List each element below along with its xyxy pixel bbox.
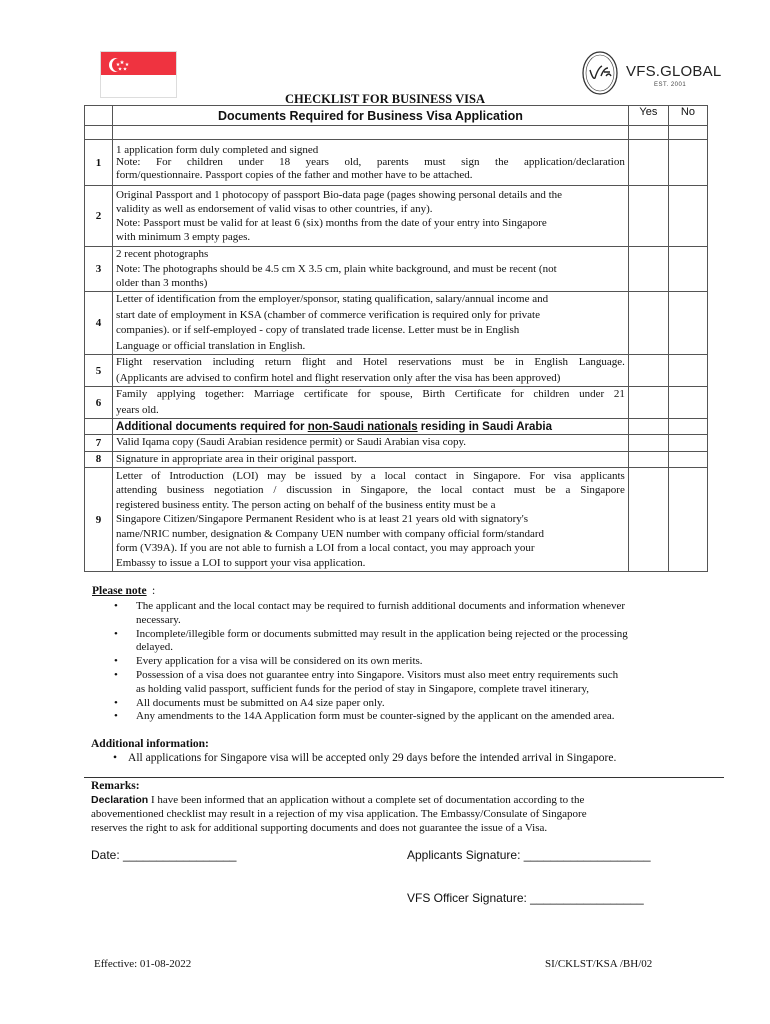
no-checkbox-cell[interactable]	[668, 468, 707, 572]
applicant-signature-field[interactable]: Applicants Signature: ___________________	[407, 848, 651, 862]
additional-info-heading: Additional information:	[91, 738, 209, 750]
declaration-label: Declaration	[91, 794, 149, 806]
yes-checkbox-cell[interactable]	[628, 387, 668, 419]
yes-checkbox-cell[interactable]	[628, 468, 668, 572]
row-number: 4	[85, 292, 113, 355]
additional-info-item: • All applications for Singapore visa will be accepted only 29 days before the intended arrival in Singapore.	[113, 752, 617, 764]
row-line: attending business negotiation / discussion in Singapore, the local contact must be a Singapore	[116, 484, 625, 497]
row-line: Letter of Introduction (LOI) may be issued by a local contact in Singapore. For visa applicants	[116, 469, 625, 482]
row-number: 5	[85, 355, 113, 387]
list-item: • The applicant and the local contact may be required to furnish additional documents and information whenever necessary.	[114, 600, 626, 626]
divider	[84, 777, 724, 778]
officer-signature-field[interactable]: VFS Officer Signature: _________________	[407, 891, 644, 905]
checklist-table	[84, 105, 708, 572]
bullet-icon: •	[113, 752, 118, 764]
table-row	[85, 387, 708, 419]
row-number: 3	[85, 247, 113, 292]
row-number: 1	[85, 140, 113, 186]
subheader-underlined: non-Saudi nationals	[307, 420, 418, 433]
no-checkbox-cell[interactable]	[668, 435, 707, 452]
row-line: validity as well as endorsement of valid visas to other countries, if any).	[116, 203, 433, 215]
row-description	[113, 140, 629, 186]
table-row	[85, 355, 708, 387]
row-description	[113, 247, 629, 292]
subheader-suffix: residing in Saudi Arabia	[417, 420, 553, 433]
row-description	[113, 355, 629, 387]
vfs-emblem-icon	[580, 50, 620, 96]
yes-checkbox-cell[interactable]	[628, 247, 668, 292]
row-line: Letter of identification from the employer/sponsor, stating qualification, salary/annual income and	[116, 293, 549, 305]
row-line: companies). or if self-employed - copy of translated trade license. Letter must be in English	[116, 324, 520, 336]
row-number: 2	[85, 186, 113, 247]
no-checkbox-cell[interactable]	[668, 186, 707, 247]
yes-checkbox-cell[interactable]	[628, 435, 668, 452]
row-line: with minimum 3 empty pages.	[116, 231, 251, 243]
brand-name: VFS.GLOBAL	[626, 63, 722, 80]
subheader-prefix: Additional documents required for	[116, 420, 308, 433]
no-checkbox-cell[interactable]	[668, 292, 707, 355]
notes-list	[92, 600, 712, 724]
singapore-flag-icon	[100, 51, 177, 98]
row-line: registered business entity. The person acting on behalf of the business entity must be a	[116, 498, 496, 511]
no-column-header: No	[668, 106, 707, 126]
yes-checkbox-cell[interactable]	[628, 419, 668, 435]
yes-checkbox-cell[interactable]	[628, 140, 668, 186]
bullet-icon: •	[114, 600, 118, 612]
row-line: Signature in appropriate area in their original passport.	[116, 452, 357, 465]
brand-est: EST. 2001	[654, 82, 687, 88]
list-item: • All documents must be submitted on A4 size paper only.	[114, 696, 385, 709]
yes-checkbox-cell[interactable]	[628, 292, 668, 355]
list-item: • Possession of a visa does not guarantee entry into Singapore. Visitors must also meet entry requirements such as holding valid passport, sufficient funds for the period of stay in Singapore, complete travel itinerary,	[114, 668, 619, 695]
bullet-icon: •	[114, 696, 118, 709]
table-row	[85, 468, 708, 572]
row-line: Singapore Citizen/Singapore Permanent Resident who is at least 21 years old with signatory's	[116, 513, 528, 526]
row-line: 1 application form duly completed and signed	[116, 143, 319, 156]
row-description	[113, 451, 629, 468]
table-header-row	[85, 106, 708, 126]
row-line: years old.	[116, 403, 159, 416]
no-checkbox-cell[interactable]	[668, 451, 707, 468]
declaration-text: Declaration I have been informed that an application without a complete set of documentation according to the abovementioned checklist may result in a rejection of my visa application. The Embassy/Consulate of Singapore reserves the right to ask for additional supporting documents and does not guarantee the issue of a Visa.	[91, 794, 587, 834]
row-description	[113, 435, 629, 452]
row-number: 7	[85, 435, 113, 452]
row-line: Family applying together: Marriage certificate for spouse, Birth Certificate for children under 21	[116, 388, 625, 400]
crescent-stars-icon	[107, 55, 137, 75]
effective-date: Effective: 01-08-2022	[94, 958, 192, 970]
row-line: Original Passport and 1 photocopy of passport Bio-data page (pages showing personal details and the	[116, 189, 563, 201]
additional-docs-subheader-row	[85, 419, 708, 435]
row-line: Embassy to issue a LOI to support your visa application.	[116, 556, 366, 569]
no-checkbox-cell[interactable]	[668, 247, 707, 292]
row-description	[113, 387, 629, 419]
row-line: Valid Iqama copy (Saudi Arabian residence permit) or Saudi Arabian visa copy.	[116, 436, 466, 448]
row-line: start date of employment in KSA (chamber of commerce verification is required only for private	[116, 308, 540, 321]
no-checkbox-cell[interactable]	[668, 355, 707, 387]
row-number: 9	[85, 468, 113, 572]
table-row	[85, 186, 708, 247]
additional-docs-subheader	[113, 419, 629, 435]
no-checkbox-cell[interactable]	[668, 387, 707, 419]
row-description	[113, 292, 629, 355]
notes-heading: Please note	[92, 585, 147, 597]
bullet-icon: •	[114, 668, 118, 681]
row-line: older than 3 months)	[116, 277, 208, 290]
date-field[interactable]: Date: _________________	[91, 848, 237, 862]
bullet-icon: •	[114, 710, 118, 723]
no-checkbox-cell[interactable]	[668, 140, 707, 186]
row-line: 2 recent photographs	[116, 248, 209, 261]
row-line: Flight reservation including return flight and Hotel reservations must be in English Language.	[116, 356, 625, 368]
list-item: • Every application for a visa will be considered on its own merits.	[114, 655, 423, 668]
row-description	[113, 186, 629, 247]
document-code: SI/CKLST/KSA /BH/02	[545, 958, 653, 970]
row-line: Note: The photographs should be 4.5 cm X 3.5 cm, plain white background, and must be recent (not	[116, 262, 557, 275]
no-checkbox-cell[interactable]	[668, 419, 707, 435]
table-row	[85, 435, 708, 452]
row-line: Language or official translation in English.	[116, 339, 306, 352]
table-row	[85, 451, 708, 468]
row-number: 6	[85, 387, 113, 419]
yes-checkbox-cell[interactable]	[628, 186, 668, 247]
row-line: (Applicants are advised to confirm hotel and flight reservation only after the visa has been approved)	[116, 371, 561, 384]
list-item: • Incomplete/illegible form or documents submitted may result in the application being rejected or the processing delayed.	[114, 627, 628, 654]
table-spacer-row	[85, 126, 708, 140]
bullet-icon: •	[114, 655, 118, 668]
table-row	[85, 292, 708, 355]
yes-checkbox-cell[interactable]	[628, 355, 668, 387]
bullet-icon: •	[114, 627, 118, 640]
row-line: form (V39A). If you are not able to furnish a LOI from a local contact, you may approach your	[116, 542, 535, 555]
row-line: name/NRIC number, designation & Company UEN number with company official form/standard	[116, 527, 544, 540]
row-line: form/questionnaire. Passport copies of the father and mother have to be attached.	[116, 168, 473, 181]
table-header-label: Documents Required for Business Visa Application	[113, 106, 629, 126]
table-row	[85, 247, 708, 292]
header-num-cell	[85, 106, 113, 126]
row-description	[113, 468, 629, 572]
yes-checkbox-cell[interactable]	[628, 451, 668, 468]
table-row	[85, 140, 708, 186]
list-item: • Any amendments to the 14A Application form must be counter-signed by the applicant on the amended area.	[114, 710, 615, 723]
row-number: 8	[85, 451, 113, 468]
row-line: Note: Passport must be valid for at least 6 (six) months from the date of your entry into Singapore	[116, 217, 547, 229]
notes-heading-colon: :	[152, 585, 156, 597]
yes-column-header: Yes	[628, 106, 668, 126]
row-line: Note: For children under 18 years old, parents must sign the application/declaration	[116, 156, 625, 169]
remarks-heading: Remarks:	[91, 780, 140, 792]
page-title: CHECKLIST FOR BUSINESS VISA	[285, 92, 485, 106]
